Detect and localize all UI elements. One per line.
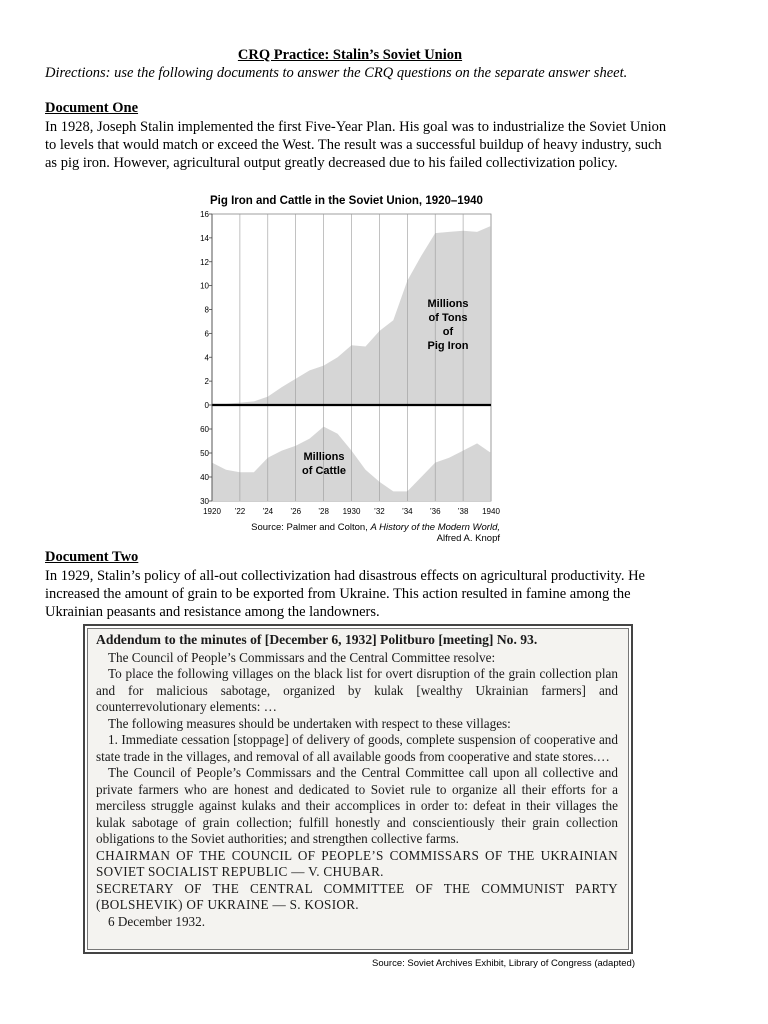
chart-title: Pig Iron and Cattle in the Soviet Union, 1920–1940 [210, 195, 483, 207]
x-tick-label: ’28 [318, 507, 329, 516]
x-tick-label: 1930 [342, 507, 361, 516]
cattle-label: of Cattle [302, 465, 346, 477]
directions: Directions: use the following documents to answer the CRQ questions on the separate answer sheet. [45, 65, 628, 81]
y-tick-label: 8 [204, 305, 209, 315]
excerpt-paragraph: To place the following villages on the black list for overt disruption of the grain collection plan and for malicious sabotage, organized by kulak [wealthy Ukrainian farmers] and counterrevolutionary elements: … [96, 666, 618, 714]
y-tick-label: 2 [204, 377, 209, 387]
y-tick-label: 10 [200, 281, 209, 291]
excerpt-date: 6 December 1932. [108, 913, 206, 929]
pig-iron-label: of Tons [428, 312, 468, 324]
pig-iron-label: of [442, 326, 454, 338]
x-tick-label: 1920 [203, 507, 221, 516]
chart-source-line: Source: Palmer and Colton, [251, 522, 368, 533]
excerpt-heading: Addendum to the minutes of [December 6, 1932] Politburo [meeting] No. 93. [96, 632, 538, 647]
x-tick-label: ’34 [401, 507, 413, 516]
politburo-excerpt [83, 624, 633, 954]
y-tick-label: 60 [200, 425, 209, 434]
x-tick-label: 1940 [482, 507, 500, 516]
excerpt-paragraph: The Council of People’s Commissars and the Central Committee resolve: [108, 649, 496, 665]
y-tick-label: 16 [200, 210, 209, 219]
x-tick-label: ’32 [374, 507, 385, 516]
y-tick-label: 14 [200, 233, 209, 243]
x-tick-label: ’22 [234, 507, 246, 516]
pig-iron-label: Pig Iron [427, 340, 469, 352]
y-tick-label: 40 [200, 473, 209, 482]
chart-source-publisher: Alfred A. Knopf [436, 533, 500, 544]
chart-source-book: A History of the Modern World, [370, 522, 500, 533]
y-tick-label: 30 [200, 497, 209, 506]
y-tick-label: 12 [200, 257, 209, 267]
y-tick-label: 4 [204, 353, 209, 363]
excerpt-paragraph: The following measures should be undertaken with respect to these villages: [108, 715, 511, 731]
excerpt-signature-kosior: SECRETARY OF THE CENTRAL COMMITTEE OF THE COMMUNIST PARTY (BOLSHEVIK) OF UKRAINE — S. KOSIOR. [96, 880, 618, 912]
pig-iron-cattle-chart [190, 190, 510, 520]
excerpt-paragraph: The Council of People’s Commissars and the Central Committee call upon all collective and private farmers who are honest and dedicated to Soviet rule to organize all their efforts for a merciless struggle against kulaks and their accomplices in order to: defeat in their villages the kulak sabotage of grain collection; fulfill honestly and conscientiously their grain collection obligations to the Soviet authorities; and strengthen collective farms. [96, 765, 618, 846]
excerpt-signature-chubar: CHAIRMAN OF THE COUNCIL OF PEOPLE’S COMMISSARS OF THE UKRAINIAN SOVIET SOCIALIST REPUBLIC — V. CHUBAR. [96, 847, 618, 879]
y-tick-label: 6 [204, 329, 209, 339]
excerpt-source: Source: Soviet Archives Exhibit, Library of Congress (adapted) [372, 958, 635, 969]
document-two-text: In 1929, Stalin’s policy of all-out collectivization had disastrous effects on agricultural productivity. He increased the amount of grain to be exported from Ukraine. This action resulted in famine among the Ukrainian peasants and resistance among the landowners. [45, 568, 645, 620]
document-one-heading: Document One [45, 100, 139, 116]
chart-source [190, 522, 500, 544]
y-tick-label: 0 [204, 401, 209, 410]
y-tick-label: 50 [200, 449, 209, 458]
pig-iron-label: Millions [427, 298, 469, 310]
cattle-label: Millions [303, 451, 345, 463]
page-title: CRQ Practice: Stalin’s Soviet Union [237, 47, 463, 63]
x-tick-label: ’38 [457, 507, 469, 516]
document-one-text: In 1928, Joseph Stalin implemented the first Five-Year Plan. His goal was to industrialize the Soviet Union to levels that would match or exceed the West. The result was a successful buildup of heavy industry, such as pig iron. However, agricultural output greatly decreased due to his failed collectivization policy. [45, 119, 667, 171]
excerpt-paragraph: 1. Immediate cessation [stoppage] of delivery of goods, complete suspension of cooperative and state trade in the villages, and removal of all available goods from cooperative and state stores.… [96, 732, 618, 764]
x-tick-label: ’36 [429, 507, 441, 516]
x-tick-label: ’26 [290, 507, 302, 516]
x-tick-label: ’24 [262, 507, 274, 516]
document-two-heading: Document Two [45, 549, 139, 565]
